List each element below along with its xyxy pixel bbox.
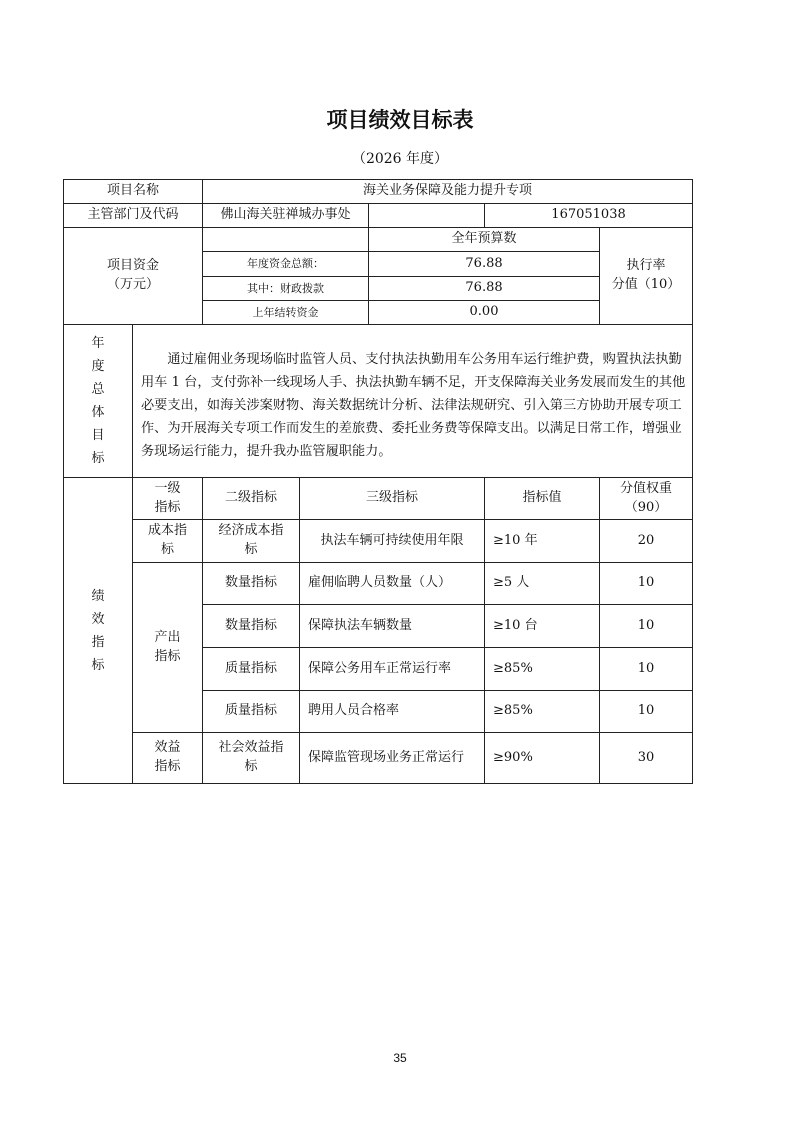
output-level2: 质量指标: [203, 691, 300, 733]
page-title: 项目绩效目标表: [326, 108, 474, 132]
funds-row-label: 其中：财政拨款: [203, 277, 369, 301]
level1-header-line1: 一级: [154, 480, 181, 496]
benefit-level1-line1: 效益: [154, 740, 181, 756]
goal-text: 通过雇佣业务现场临时监管人员、支付执法执勤用车公务用车运行维护费，购置执法执勤用车 1 台，支付弥补一线现场人手、执法执勤车辆不足，开支保障海关业务发展而发生的其他必要支出，如海关涉案财物、海关数据统计分析、法律法规研究、引入第三方协助开展专项工作、为开展海关专项工作而发生的差旅费、委托业务费等保障支出。以满足日常工作，增强业务现场运行能力，提升我办监管履职能力。: [133, 325, 693, 478]
output-value: ≥85%: [485, 691, 600, 733]
cost-value: ≥10 年: [485, 520, 600, 563]
indicators-section-char: 指: [91, 634, 105, 650]
department-name: 佛山海关驻禅城办事处: [203, 204, 369, 228]
funds-blank-header: [203, 228, 369, 252]
funds-row-value: 76.88: [369, 252, 600, 277]
project-name: 海关业务保障及能力提升专项: [203, 180, 693, 204]
output-level1-line2: 指标: [154, 648, 181, 664]
cost-weight: 20: [600, 520, 693, 563]
goal-label-char: 体: [91, 405, 105, 420]
weight-header-line2: （90）: [624, 499, 668, 515]
goal-label-char: 总: [91, 382, 105, 397]
cost-level1: [133, 520, 203, 563]
indicator-header-row: [64, 478, 693, 520]
output-level3: 雇佣临聘人员数量（人）: [300, 563, 485, 605]
output-value: ≥10 台: [485, 605, 600, 648]
output-level2: 数量指标: [203, 563, 300, 605]
funds-row-value: 0.00: [369, 301, 600, 325]
execution-rate-line1: 执行率: [626, 258, 666, 274]
benefit-level3: 保障监管现场业务正常运行: [300, 733, 485, 784]
output-level2: 质量指标: [203, 648, 300, 691]
indicators-section-char: 效: [91, 611, 105, 627]
benefit-weight: 30: [600, 733, 693, 784]
budget-header: 全年预算数: [369, 228, 600, 252]
cost-level1-line2: 标: [161, 542, 175, 557]
funds-row-label: 年度资金总额：: [203, 252, 369, 277]
benefit-level1-line2: 指标: [154, 759, 181, 774]
output-level3: 保障公务用车正常运行率: [300, 648, 485, 691]
goal-label-char: 标: [91, 451, 105, 466]
cost-indicator-row: [64, 520, 693, 563]
execution-rate: [600, 228, 693, 325]
output-level2: 数量指标: [203, 605, 300, 648]
page-number: 35: [393, 1051, 407, 1065]
funds-label-line2: （万元）: [107, 277, 160, 292]
funds-row-value: 76.88: [369, 277, 600, 301]
level1-header: [133, 478, 203, 520]
output-weight: 10: [600, 691, 693, 733]
funds-label: [64, 228, 203, 325]
benefit-value: ≥90%: [485, 733, 600, 784]
cost-level3: 执法车辆可持续使用年限: [300, 520, 485, 563]
performance-table: [63, 179, 693, 784]
benefit-level2-line2: 标: [244, 759, 258, 774]
execution-rate-line2: 分值（10）: [611, 277, 681, 292]
project-row: [64, 180, 693, 204]
department-row: [64, 204, 693, 228]
output-level3: 聘用人员合格率: [300, 691, 485, 733]
weight-header: [600, 478, 693, 520]
goal-label-char: 目: [91, 428, 105, 443]
level3-header: 三级指标: [300, 478, 485, 520]
output-level1: [133, 563, 203, 733]
fiscal-year: （2026 年度）: [351, 151, 449, 167]
output-level3: 保障执法车辆数量: [300, 605, 485, 648]
level1-header-line2: 指标: [154, 499, 181, 515]
funds-row-label: 上年结转资金: [203, 301, 369, 325]
output-weight: 10: [600, 563, 693, 605]
indicators-section-label: [64, 478, 133, 784]
output-value: ≥85%: [485, 648, 600, 691]
level2-header: 二级指标: [203, 478, 300, 520]
output-indicator-row: [64, 563, 693, 605]
cost-level2-line1: 经济成本指: [218, 523, 284, 539]
output-weight: 10: [600, 605, 693, 648]
value-header: 指标值: [485, 478, 600, 520]
benefit-indicator-row: [64, 733, 693, 784]
goal-row: [64, 325, 693, 478]
department-blank: [369, 204, 485, 228]
indicators-section-char: 标: [91, 657, 105, 673]
cost-level1-line1: 成本指: [148, 523, 188, 539]
output-level1-line1: 产出: [154, 629, 181, 645]
output-weight: 10: [600, 648, 693, 691]
funds-header-row: [64, 228, 693, 252]
goal-label-char: 年: [91, 336, 105, 351]
output-value: ≥5 人: [485, 563, 600, 605]
benefit-level2-line1: 社会效益指: [218, 740, 284, 756]
funds-label-line1: 项目资金: [107, 258, 160, 274]
indicators-section-char: 绩: [91, 588, 105, 604]
weight-header-line1: 分值权重: [620, 480, 673, 496]
cost-level2: [203, 520, 300, 563]
goal-label-char: 度: [91, 359, 105, 374]
department-label: 主管部门及代码: [64, 204, 203, 228]
benefit-level2: [203, 733, 300, 784]
department-code: 167051038: [485, 204, 693, 228]
goal-label: [64, 325, 133, 478]
benefit-level1: [133, 733, 203, 784]
cost-level2-line2: 标: [244, 542, 258, 557]
project-label: 项目名称: [64, 180, 203, 204]
